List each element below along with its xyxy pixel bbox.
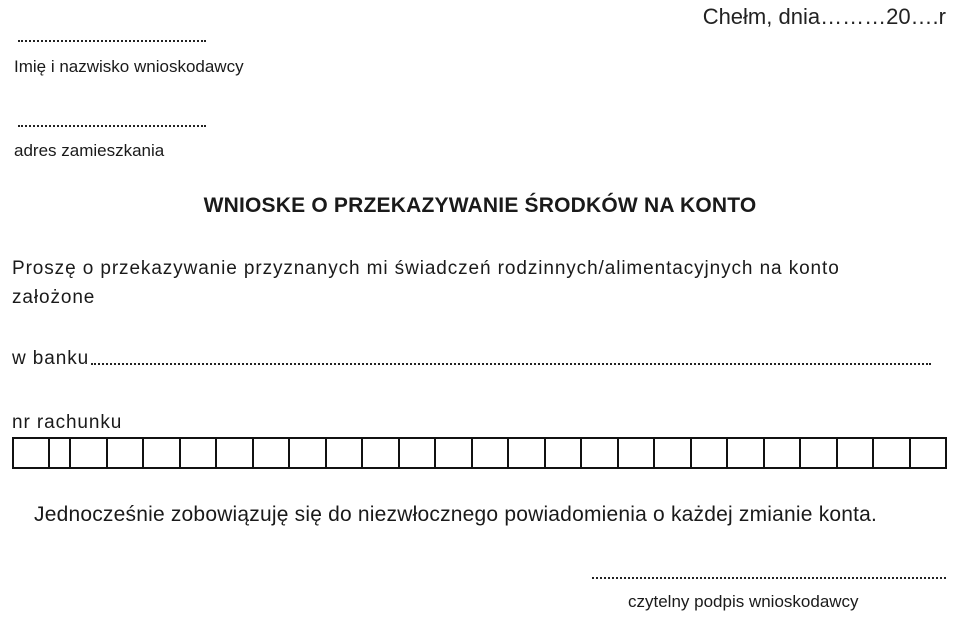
account-digit-box[interactable]	[619, 439, 655, 467]
account-digit-box[interactable]	[473, 439, 509, 467]
account-digit-box[interactable]	[400, 439, 436, 467]
account-digit-box[interactable]	[254, 439, 290, 467]
applicant-address-label: adres zamieszkania	[14, 141, 165, 160]
account-digit-box[interactable]	[108, 439, 144, 467]
account-digit-box[interactable]	[14, 439, 50, 467]
signature-field[interactable]	[592, 577, 946, 579]
account-digit-box[interactable]	[71, 439, 107, 467]
account-digit-box[interactable]	[327, 439, 363, 467]
account-digit-box[interactable]	[728, 439, 764, 467]
account-digit-box[interactable]	[582, 439, 618, 467]
commitment-statement: Jednocześnie zobowiązuję się do niezwłocznego powiadomienia o każdej zmianie konta.	[34, 503, 878, 526]
account-digit-box[interactable]	[509, 439, 545, 467]
applicant-name-label: Imię i nazwisko wnioskodawcy	[14, 57, 244, 76]
account-digit-box[interactable]	[911, 439, 945, 467]
bank-label: w banku	[12, 348, 90, 369]
account-digit-box[interactable]	[217, 439, 253, 467]
account-digit-box[interactable]	[838, 439, 874, 467]
account-digit-box[interactable]	[692, 439, 728, 467]
account-digit-box[interactable]	[765, 439, 801, 467]
bank-name-field[interactable]	[91, 363, 931, 365]
account-digit-box[interactable]	[50, 439, 71, 467]
request-text-line-2: założone	[12, 287, 96, 308]
request-text-line-1: Proszę o przekazywanie przyznanych mi świadczeń rodzinnych/alimentacyjnych na konto	[12, 258, 840, 279]
document-title: WNIOSKE O PRZEKAZYWANIE ŚRODKÓW NA KONTO	[203, 194, 757, 217]
account-digit-box[interactable]	[546, 439, 582, 467]
account-digit-box[interactable]	[436, 439, 472, 467]
account-digit-box[interactable]	[874, 439, 910, 467]
account-digit-box[interactable]	[290, 439, 326, 467]
signature-label: czytelny podpis wnioskodawcy	[628, 592, 859, 611]
account-number-label: nr rachunku	[12, 412, 123, 433]
account-digit-box[interactable]	[363, 439, 399, 467]
account-number-boxes[interactable]	[12, 437, 947, 469]
account-digit-box[interactable]	[801, 439, 837, 467]
bank-row	[12, 348, 931, 370]
account-digit-box[interactable]	[144, 439, 180, 467]
applicant-address-field[interactable]	[18, 125, 206, 127]
account-digit-box[interactable]	[655, 439, 691, 467]
applicant-name-field[interactable]	[18, 40, 206, 42]
account-digit-box[interactable]	[181, 439, 217, 467]
city-date-line: Chełm, dnia………20….r	[702, 4, 946, 29]
